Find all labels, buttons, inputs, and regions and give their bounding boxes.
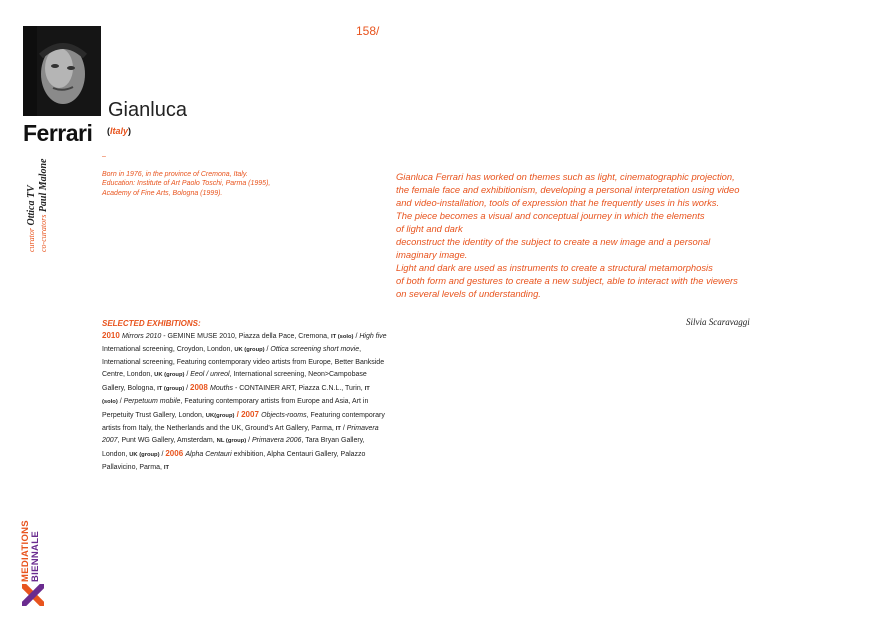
exhibition-title: Objects-rooms (261, 411, 307, 419)
artist-portrait (23, 26, 101, 116)
bio-dash: – (102, 153, 106, 160)
exhibition-year: / (234, 409, 242, 419)
exhibition-text: / (353, 333, 360, 340)
exhibition-text: , Tara Bryan Gallery, London, (102, 437, 365, 459)
exhibition-year: 2010 (102, 331, 123, 340)
artist-last-name: Ferrari (23, 120, 93, 146)
artist-first-name: Gianluca (108, 99, 187, 121)
exhibition-title: Primavera 2006 (252, 437, 302, 445)
exhibition-tag: IT (335, 425, 341, 432)
exhibition-text: / (159, 451, 166, 459)
exhibition-tag: IT (163, 464, 170, 471)
country-open-paren: ( (107, 126, 110, 136)
artist-bio (102, 152, 322, 198)
bio-line: Born in 1976, in the province of Cremona, Italy. (102, 170, 248, 178)
exhibition-title: Alpha Centauri (185, 451, 232, 459)
statement-line: of light and dark (396, 223, 463, 234)
exhibition-title: Ottica screening short movie (270, 345, 360, 353)
exhibition-text: / (184, 385, 191, 393)
exhibition-text: / (184, 371, 191, 379)
exhibition-tag: UK(group) (205, 412, 235, 419)
exhibition-text: exhibition, Alpha Centauri Gallery, Palazzo Pallavicino, Parma, (102, 451, 366, 471)
exhibition-tag: IT (solo) (102, 386, 370, 405)
exhibition-year: 2008 (190, 383, 211, 393)
exhibition-tag: UK (group) (154, 372, 185, 379)
exhibition-text: / (264, 345, 271, 353)
statement-signature: Silvia Scaravaggi (686, 317, 750, 327)
brand-line-biennale: BIENNALE (30, 531, 41, 582)
exhibition-text: , Punt WG Gallery, Amsterdam, (117, 437, 217, 445)
brand-line-mediations: MEDIATIONS (20, 520, 31, 582)
bio-line: Academy of Fine Arts, Bologna (1999). (102, 189, 223, 197)
exhibition-year: 2007 (241, 409, 262, 419)
exhibition-title: Primavera 2007 (102, 424, 379, 445)
curator-label: curator (27, 228, 36, 252)
exhibition-tag: NL (group) (216, 438, 247, 445)
exhibition-tag: IT (group) (157, 386, 185, 393)
exhibition-text: - GEMINE MUSE 2010, Piazza della Pace, Cremona, (161, 333, 331, 340)
country-name: Italy (110, 126, 129, 136)
cross-logo-icon (22, 584, 44, 606)
bio-line: Education: Institute of Art Paolo Toschi, Parma (1995), (102, 180, 271, 187)
cocurators-line (38, 159, 50, 252)
exhibitions-title: SELECTED EXHIBITIONS: (102, 319, 201, 328)
statement-line: The piece becomes a visual and conceptual journey in which the elements (396, 210, 705, 221)
brand-wordmark (21, 520, 41, 582)
statement-line: of both form and gestures to create a new subject, able to interact with the viewers (396, 275, 738, 286)
exhibition-title: Perpetuum mobile (123, 397, 181, 405)
statement-line: on several levels of understanding. (396, 288, 541, 299)
exhibition-year: 2006 (165, 449, 186, 459)
country-close-paren: ) (128, 126, 132, 136)
cocurators-name: Paul Malone (38, 158, 49, 213)
statement-line: Light and dark are used as instruments to create a structural metamorphosis (396, 262, 713, 273)
curator-credits (26, 159, 50, 252)
artist-statement (396, 170, 766, 300)
artist-country (107, 126, 131, 136)
cocurators-label: co-curators (39, 214, 48, 252)
exhibition-tag: IT (solo) (330, 334, 354, 340)
exhibition-text: - CONTAINER ART, Piazza C.N.L., Turin, (233, 385, 365, 393)
exhibition-tag: UK (group) (129, 452, 160, 459)
curator-line (26, 159, 38, 252)
exhibition-title: Mouths (210, 385, 234, 393)
statement-line: deconstruct the identity of the subject to create a new image and a personal (396, 236, 711, 247)
exhibition-text: , International screening, Featuring contemporary video artists from Europe, Better Bankside Centre, London, (102, 345, 385, 379)
statement-line: imaginary image. (396, 249, 468, 260)
exhibition-tag: UK (group) (234, 346, 265, 353)
curator-name: Ottica TV (26, 185, 37, 226)
exhibition-title: High five (359, 333, 387, 340)
exhibition-text: , Featuring contemporary artists from Europe and Asia, Art in Perpetuity Trust Gallery, London, (102, 397, 369, 419)
exhibition-text: / (117, 397, 124, 405)
exhibition-text: International screening, Croydon, London, (102, 345, 235, 353)
exhibition-text: / (340, 424, 347, 432)
statement-line: and video-installation, tools of expression that he frequently uses in his works. (396, 197, 720, 208)
exhibition-title: Eeol / unreol (190, 371, 230, 379)
statement-line: Gianluca Ferrari has worked on themes such as light, cinematographic projection, (396, 171, 735, 182)
page-number: 158/ (356, 24, 380, 38)
exhibition-text: / (246, 437, 253, 445)
mediations-biennale-logo (21, 500, 47, 610)
exhibitions-list (102, 330, 387, 475)
exhibition-text: , Featuring contemporary artists from Italy, the Netherlands and the UK, Ground's Art Gallery, Parma, (102, 411, 385, 432)
exhibition-title: Mirrors 2010 (122, 333, 162, 340)
exhibition-text: , International screening, Neon>Campobase Gallery, Bologna, (102, 371, 367, 393)
statement-line: the female face and exhibitionism, developing a personal interpretation using video (396, 184, 740, 195)
